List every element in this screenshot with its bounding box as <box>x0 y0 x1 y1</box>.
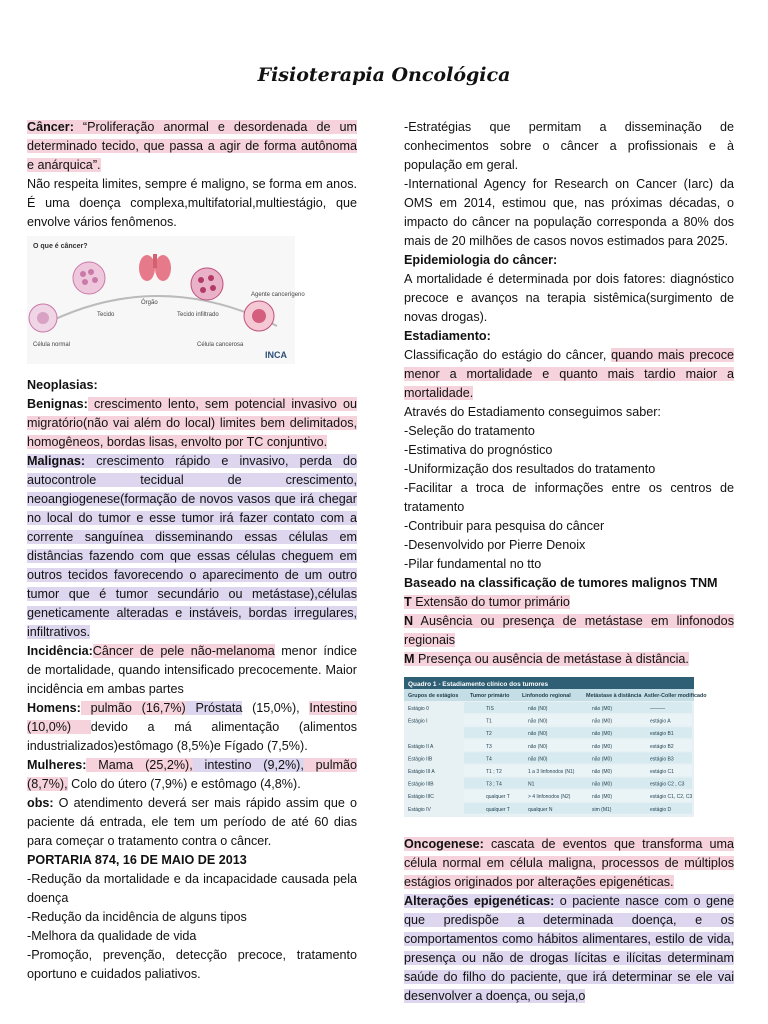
homens-prostata-pct: (15,0%), <box>242 701 310 715</box>
table-cell: 1 a 3 linfonodos (N1) <box>528 769 575 775</box>
mulheres-intestino: intestino (9,2%), <box>192 758 304 772</box>
estadiamento-list-item: -Desenvolvido por Pierre Denoix <box>404 538 586 552</box>
tnm-m <box>404 650 734 669</box>
label-orgao: Órgão <box>141 300 158 306</box>
incidencia-highlight: Câncer de pele não-melanoma <box>92 644 275 658</box>
homens-rest: devido a má alimentação (alimentos industrializados)estômago (8,5%)e Fígado (7,5%). <box>27 720 357 753</box>
estadiamento-list-item: -Facilitar a troca de informações entre os centros de tratamento <box>404 481 734 514</box>
table-cell: Estágio II A <box>408 743 434 750</box>
mulheres-mama: Mama (25,2%), <box>86 758 193 772</box>
epidemiologia-title: Epidemiologia do câncer: <box>404 253 558 267</box>
table-cell: não (M0) <box>592 731 613 738</box>
estrategias-paragraph: -Estratégias que permitam a disseminação de conhecimentos sobre o câncer a profissionais e à população em geral. <box>404 120 734 172</box>
table-cell: Estágio IV <box>408 806 431 813</box>
table-cell: Estágio III A <box>408 769 435 775</box>
table-cell: Estágio 0 <box>408 706 429 712</box>
estadiamento-list-item: -Uniformização dos resultados do tratamento <box>404 462 656 476</box>
cancer-diagram <box>27 236 305 364</box>
label-agente: Agente cancerígeno <box>251 292 305 298</box>
t-text: Extensão do tumor primário <box>411 595 570 609</box>
table-cell: ——— <box>650 706 665 712</box>
homens-intestino: Intestino (10,0%) <box>27 701 357 734</box>
table-cell: T2 <box>486 731 492 738</box>
t-letter: T <box>404 595 412 609</box>
oncogenese-label: Oncogenese: <box>404 837 484 851</box>
table-cell: estágio A <box>650 718 671 725</box>
estadiamento-list-item: -Estimativa do prognóstico <box>404 443 553 457</box>
m-letter: M <box>404 652 415 666</box>
table-cell: não (M0) <box>592 756 613 763</box>
tnm-n <box>404 612 734 650</box>
label-tecido: Tecido <box>97 312 115 318</box>
table-cell: não (M0) <box>592 781 613 788</box>
mulheres-pulmao: pulmão (8,7%), <box>27 758 357 791</box>
left-column <box>27 118 357 984</box>
iarc-paragraph: -International Agency for Research on Cancer (Iarc) da OMS em 2014, estimou que, nas próximas décadas, o impacto do câncer na população corresponda a 80% dos mais de 20 milhões de casos novos estimados para 2025. <box>404 177 734 248</box>
table-cell: Estágio I <box>408 718 428 725</box>
malignas-paragraph <box>27 452 357 642</box>
table-cell: T4 <box>486 756 492 763</box>
mulheres-label: Mulheres: <box>27 758 87 772</box>
table-cell: não (N0) <box>528 731 548 738</box>
benignas-label: Benignas: <box>27 397 88 411</box>
normal-cell-nucleus-icon <box>37 312 49 324</box>
lung-left-icon <box>139 255 155 281</box>
table-cell: estágio D <box>650 806 672 813</box>
table-cell: estágio B2 <box>650 743 674 750</box>
table-cell: não (M0) <box>592 718 613 725</box>
alteracoes-paragraph <box>404 892 734 1006</box>
estadiamento-list-item: -Pilar fundamental no tto <box>404 557 542 571</box>
estadiamento-title: Estadiamento: <box>404 329 491 343</box>
table-cell: Estágio IIB <box>408 756 433 763</box>
table-cell: estágio C1, C2, C3 <box>650 794 693 801</box>
table-cell: qualquer N <box>528 806 553 813</box>
atraves-text: Através do Estadiamento conseguimos saber: <box>404 405 661 419</box>
alteracoes-text: o paciente nasce com o gene que predispõe a determinada doença, e os comportamentos como hábitos alimentares, estilo de vida, presença ou não de drogas lícitas e ilícitas determinam saúde do filho do paciente, que irá determinar se ele vai desenvolver a doença, ou seja,o <box>404 894 735 1003</box>
table-caption: Quadro 1 - Estadiamento clínico dos tumores <box>408 681 549 688</box>
table-cell: T3 <box>486 743 492 750</box>
epidemiologia-text: A mortalidade é determinada por dois fatores: diagnóstico precoce e avanços na terapia sistêmica(surgimento de novas drogas). <box>404 272 734 324</box>
table-cell: qualquer T <box>486 806 510 813</box>
table-cell: não (M0) <box>592 743 613 750</box>
table-cell: qualquer T <box>486 794 510 801</box>
table-cell: não (N0) <box>528 743 548 750</box>
table-cell: TIS <box>486 706 494 712</box>
oncogenese-paragraph <box>404 835 734 892</box>
incidencia-paragraph <box>27 642 357 699</box>
figure-title: O que é câncer? <box>33 243 88 250</box>
table-cell: Estágio IIIB <box>408 781 434 788</box>
incidencia-rest: menor índice de mortalidade, quando intensificado precocemente. Maior incidência em ambas partes <box>27 644 357 696</box>
page-title: Fisioterapia Oncológica <box>257 64 511 86</box>
mulheres-rest: Colo do útero (7,9%) e estômago (4,8%). <box>67 777 301 791</box>
label-celula-normal: Célula normal <box>33 342 71 348</box>
table-cell: sim (M1) <box>592 806 612 813</box>
table-cell: estágio B3 <box>650 756 674 763</box>
estadiamento-list-item: -Seleção do tratamento <box>404 424 535 438</box>
table-cell: não (N0) <box>528 718 548 725</box>
cancer-quote: “Proliferação anormal e desordenada de um determinado tecido, que passa a agir de forma autônoma e anárquica”. <box>27 120 357 172</box>
table-header-cell: Tumor primário <box>470 693 510 699</box>
homens-pulmao: pulmão (16,7%) <box>80 701 186 715</box>
malignas-label: Malignas: <box>27 454 86 468</box>
table-header-cell: Metástase à distância <box>586 693 642 699</box>
inca-logo: INCA <box>265 350 287 360</box>
table-cell: não (M0) <box>592 794 613 801</box>
table-cell: não (N0) <box>528 756 548 763</box>
mulheres-paragraph <box>27 756 357 794</box>
table-cell: estágio B1 <box>650 731 674 738</box>
portaria-item: -Redução da incidência de alguns tipos <box>27 910 247 924</box>
table-cell: não (M0) <box>592 706 613 712</box>
homens-label: Homens: <box>27 701 81 715</box>
label-celula-cancerosa: Célula cancerosa <box>197 342 244 348</box>
portaria-item: -Promoção, prevenção, detecção precoce, tratamento oportuno e cuidados paliativos. <box>27 948 357 981</box>
table-cell: estágio C1 <box>650 769 674 775</box>
incidencia-label: Incidência: <box>27 644 93 658</box>
obs-text: O atendimento deverá ser mais rápido assim que o paciente dá entrada, ele tem um período de até 60 dias para começar o tratamento contra o câncer. <box>27 796 357 848</box>
label-tecido-infiltrado: Tecido infiltrado <box>177 312 219 318</box>
portaria-title: PORTARIA 874, 16 DE MAIO DE 2013 <box>27 853 247 867</box>
table-header-cell: Linfonodo regional <box>522 693 571 699</box>
cancer-figure <box>27 236 357 370</box>
n-text: Ausência ou presença de metástase em linfonodos regionais <box>404 614 734 647</box>
lung-right-icon <box>155 255 171 281</box>
table-cell: T1 <box>486 718 492 725</box>
table-header-cell: Grupos de estágios <box>408 693 459 699</box>
table-cell: não (M0) <box>592 769 613 775</box>
cancer-description: Não respeita limites, sempre é maligno, se forma em anos. É uma doença complexa,multifatorial,multiestágio, que envolve vários fenômenos. <box>27 177 357 229</box>
alteracoes-label: Alterações epigenéticas: <box>404 894 555 908</box>
homens-paragraph <box>27 699 357 756</box>
homens-prostata: Próstata <box>185 701 243 715</box>
infiltrated-tissue-icon <box>191 268 223 300</box>
staging-table <box>404 677 707 817</box>
obs-label: obs: <box>27 796 54 810</box>
tnm-title: Baseado na classificação de tumores malignos TNM <box>404 576 718 590</box>
cancer-label: Câncer: <box>27 120 74 134</box>
staging-table-figure <box>404 673 734 829</box>
estadiamento-text: Classificação do estágio do câncer, <box>404 348 612 362</box>
estadiamento-list-item: -Contribuir para pesquisa do câncer <box>404 519 605 533</box>
table-cell: Estágio IIIC <box>408 794 434 801</box>
table-cell: T1 ; T2 <box>486 769 502 775</box>
portaria-item: -Melhora da qualidade de vida <box>27 929 197 943</box>
portaria-item: -Redução da mortalidade e da incapacidade causada pela doença <box>27 872 357 905</box>
malignas-text: crescimento rápido e invasivo, perda do autocontrole tecidual de crescimento, neoangiogenese(formação de novos vasos que irá chegar no local do tumor e esse tumor irá fazer contato com a corrente sanguínea disseminando essas células em distâncias fazendo com que essas células cheguem em outros tecidos favorecendo o aparecimento de um outro tumor que é tumor secundário ou metástase),células geneticamente alteradas e instáveis, bordas irregulares, infiltrativos. <box>27 454 357 639</box>
benignas-text: crescimento lento, sem potencial invasivo ou migratório(não vai além do local) limites bem delimitados, homogêneos, bordas lisas, envolto por TC conjuntivo. <box>27 397 357 449</box>
table-cell: T3 ; T4 <box>486 781 502 788</box>
table-cell: estágio C2 , C3 <box>650 781 685 788</box>
estadiamento-highlight: quando mais precoce menor a mortalidade e quanto mais tardio maior a mortalidade. <box>404 348 734 400</box>
tissue-icon <box>73 262 105 294</box>
table-cell: > 4 linfonodos (N2) <box>528 794 571 801</box>
table-cell: não (N0) <box>528 706 548 712</box>
neoplasias-title: Neoplasias: <box>27 378 98 392</box>
oncogenese-text: cascata de eventos que transforma uma célula normal em célula maligna, processos de múltiplos estágios originados por alterações epigenéticas. <box>404 837 734 889</box>
cancer-definition <box>27 118 357 175</box>
tnm-t <box>404 593 734 612</box>
estadiamento-paragraph <box>404 346 734 403</box>
n-letter: N <box>404 614 414 628</box>
right-column <box>404 118 734 1006</box>
table-header-cell: Astler-Coller modificado <box>644 693 707 699</box>
m-text: Presença ou ausência de metástase à distância. <box>414 652 689 666</box>
obs-paragraph <box>27 794 357 851</box>
benignas-paragraph <box>27 395 357 452</box>
table-cell: N1 <box>528 781 535 788</box>
